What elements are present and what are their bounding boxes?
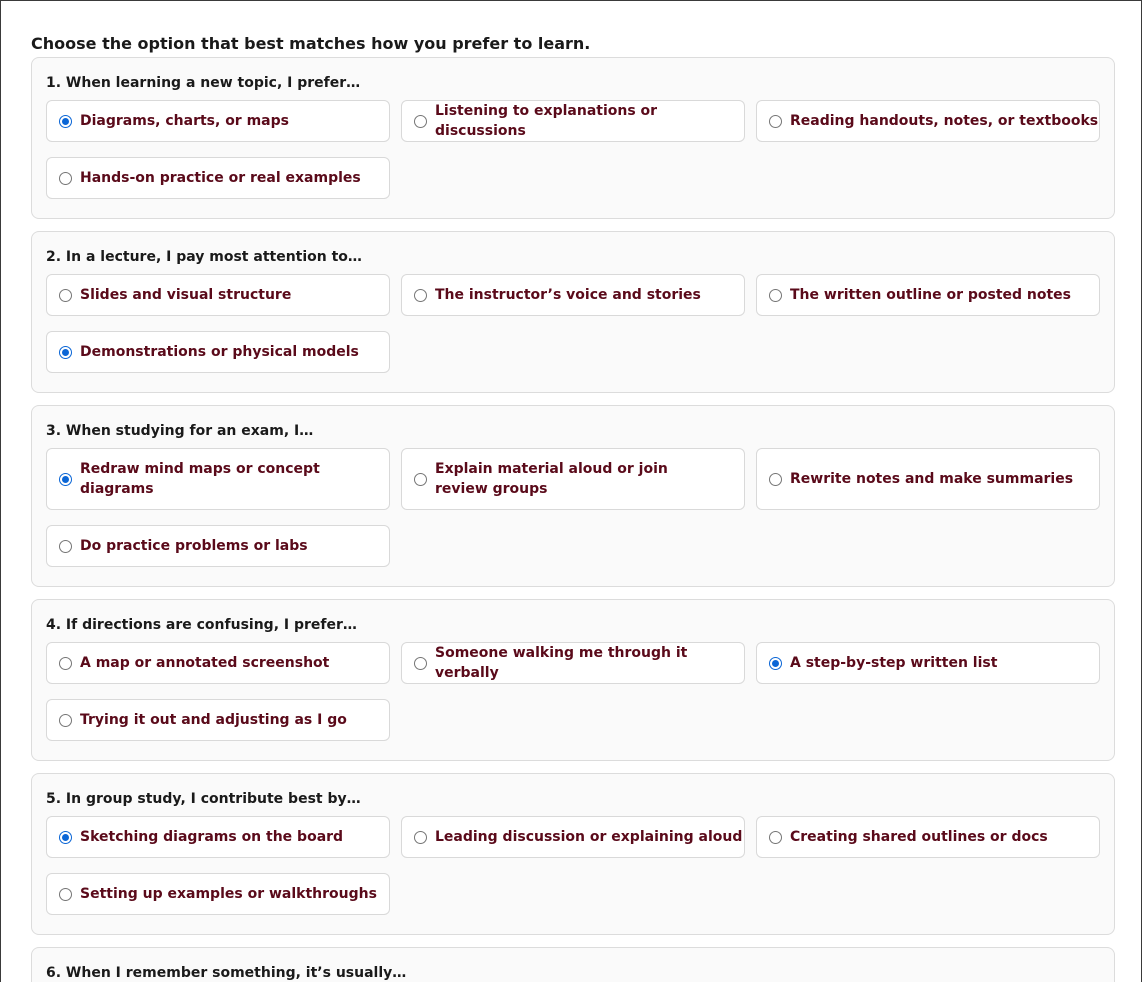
question-label: 4. If directions are confusing, I prefer… xyxy=(46,617,357,633)
question-1 xyxy=(31,57,1115,219)
option-demonstrations[interactable] xyxy=(46,331,390,373)
radio-button[interactable] xyxy=(59,888,72,901)
radio-button[interactable] xyxy=(414,115,427,128)
option-label: A map or annotated screenshot xyxy=(80,655,330,671)
radio-button-checked[interactable] xyxy=(59,115,72,128)
option-label: Rewrite notes and make summaries xyxy=(790,471,1074,487)
option-slides[interactable] xyxy=(46,274,390,316)
option-label: Explain material aloud or join review groups xyxy=(435,461,668,497)
option-label: Reading handouts, notes, or textbooks xyxy=(790,113,1099,129)
option-written-outline[interactable] xyxy=(756,274,1100,316)
option-label: A step-by-step written list xyxy=(790,655,998,671)
option-label: Demonstrations or physical models xyxy=(80,344,359,360)
question-label: 6. When I remember something, it’s usually… xyxy=(46,965,407,981)
page-title: Choose the option that best matches how you prefer to learn. xyxy=(31,34,591,53)
option-label: Hands-on practice or real examples xyxy=(80,170,361,186)
option-redraw-mind-maps[interactable] xyxy=(46,448,390,510)
question-3 xyxy=(31,405,1115,587)
radio-button[interactable] xyxy=(769,115,782,128)
option-shared-outlines[interactable] xyxy=(756,816,1100,858)
option-label: Trying it out and adjusting as I go xyxy=(80,712,347,728)
option-label: The written outline or posted notes xyxy=(790,287,1072,303)
radio-button[interactable] xyxy=(769,473,782,486)
option-label: The instructor’s voice and stories xyxy=(435,287,701,303)
question-4 xyxy=(31,599,1115,761)
question-label: 5. In group study, I contribute best by… xyxy=(46,791,361,807)
radio-button[interactable] xyxy=(59,714,72,727)
radio-button-checked[interactable] xyxy=(769,657,782,670)
radio-button[interactable] xyxy=(59,289,72,302)
option-trying-it-out[interactable] xyxy=(46,699,390,741)
option-label: Do practice problems or labs xyxy=(80,538,308,554)
option-label: Creating shared outlines or docs xyxy=(790,829,1048,845)
question-5 xyxy=(31,773,1115,935)
option-label: Sketching diagrams on the board xyxy=(80,829,344,845)
radio-button-checked[interactable] xyxy=(59,473,72,486)
option-map-screenshot[interactable] xyxy=(46,642,390,684)
option-written-list[interactable] xyxy=(756,642,1100,684)
option-diagrams-charts-maps[interactable] xyxy=(46,100,390,142)
question-label: 1. When learning a new topic, I prefer… xyxy=(46,75,361,91)
option-instructor-voice[interactable] xyxy=(401,274,745,316)
option-practice-problems[interactable] xyxy=(46,525,390,567)
radio-button-checked[interactable] xyxy=(59,346,72,359)
radio-button[interactable] xyxy=(769,289,782,302)
option-label: Setting up examples or walkthroughs xyxy=(80,886,377,902)
radio-button[interactable] xyxy=(59,540,72,553)
option-label: Redraw mind maps or concept diagrams xyxy=(80,461,320,497)
option-label: Someone walking me through it verbally xyxy=(435,645,688,681)
option-verbal-walkthrough[interactable] xyxy=(401,642,745,684)
option-sketching-diagrams[interactable] xyxy=(46,816,390,858)
option-explain-aloud[interactable] xyxy=(401,448,745,510)
question-label: 2. In a lecture, I pay most attention to… xyxy=(46,249,362,265)
option-rewrite-notes[interactable] xyxy=(756,448,1100,510)
option-label: Listening to explanations or discussions xyxy=(435,103,658,139)
radio-button[interactable] xyxy=(59,172,72,185)
radio-button[interactable] xyxy=(769,831,782,844)
option-label: Slides and visual structure xyxy=(80,287,292,303)
question-2 xyxy=(31,231,1115,393)
radio-button[interactable] xyxy=(414,831,427,844)
radio-button[interactable] xyxy=(414,473,427,486)
radio-button-checked[interactable] xyxy=(59,831,72,844)
radio-button[interactable] xyxy=(414,657,427,670)
radio-button[interactable] xyxy=(414,289,427,302)
option-label: Leading discussion or explaining aloud xyxy=(435,829,743,845)
option-leading-discussion[interactable] xyxy=(401,816,745,858)
question-6 xyxy=(31,947,1115,982)
quiz-form xyxy=(31,34,1115,982)
option-listening[interactable] xyxy=(401,100,745,142)
option-reading[interactable] xyxy=(756,100,1100,142)
option-examples-walkthroughs[interactable] xyxy=(46,873,390,915)
radio-button[interactable] xyxy=(59,657,72,670)
question-label: 3. When studying for an exam, I… xyxy=(46,423,314,439)
option-label: Diagrams, charts, or maps xyxy=(80,113,289,129)
option-hands-on[interactable] xyxy=(46,157,390,199)
